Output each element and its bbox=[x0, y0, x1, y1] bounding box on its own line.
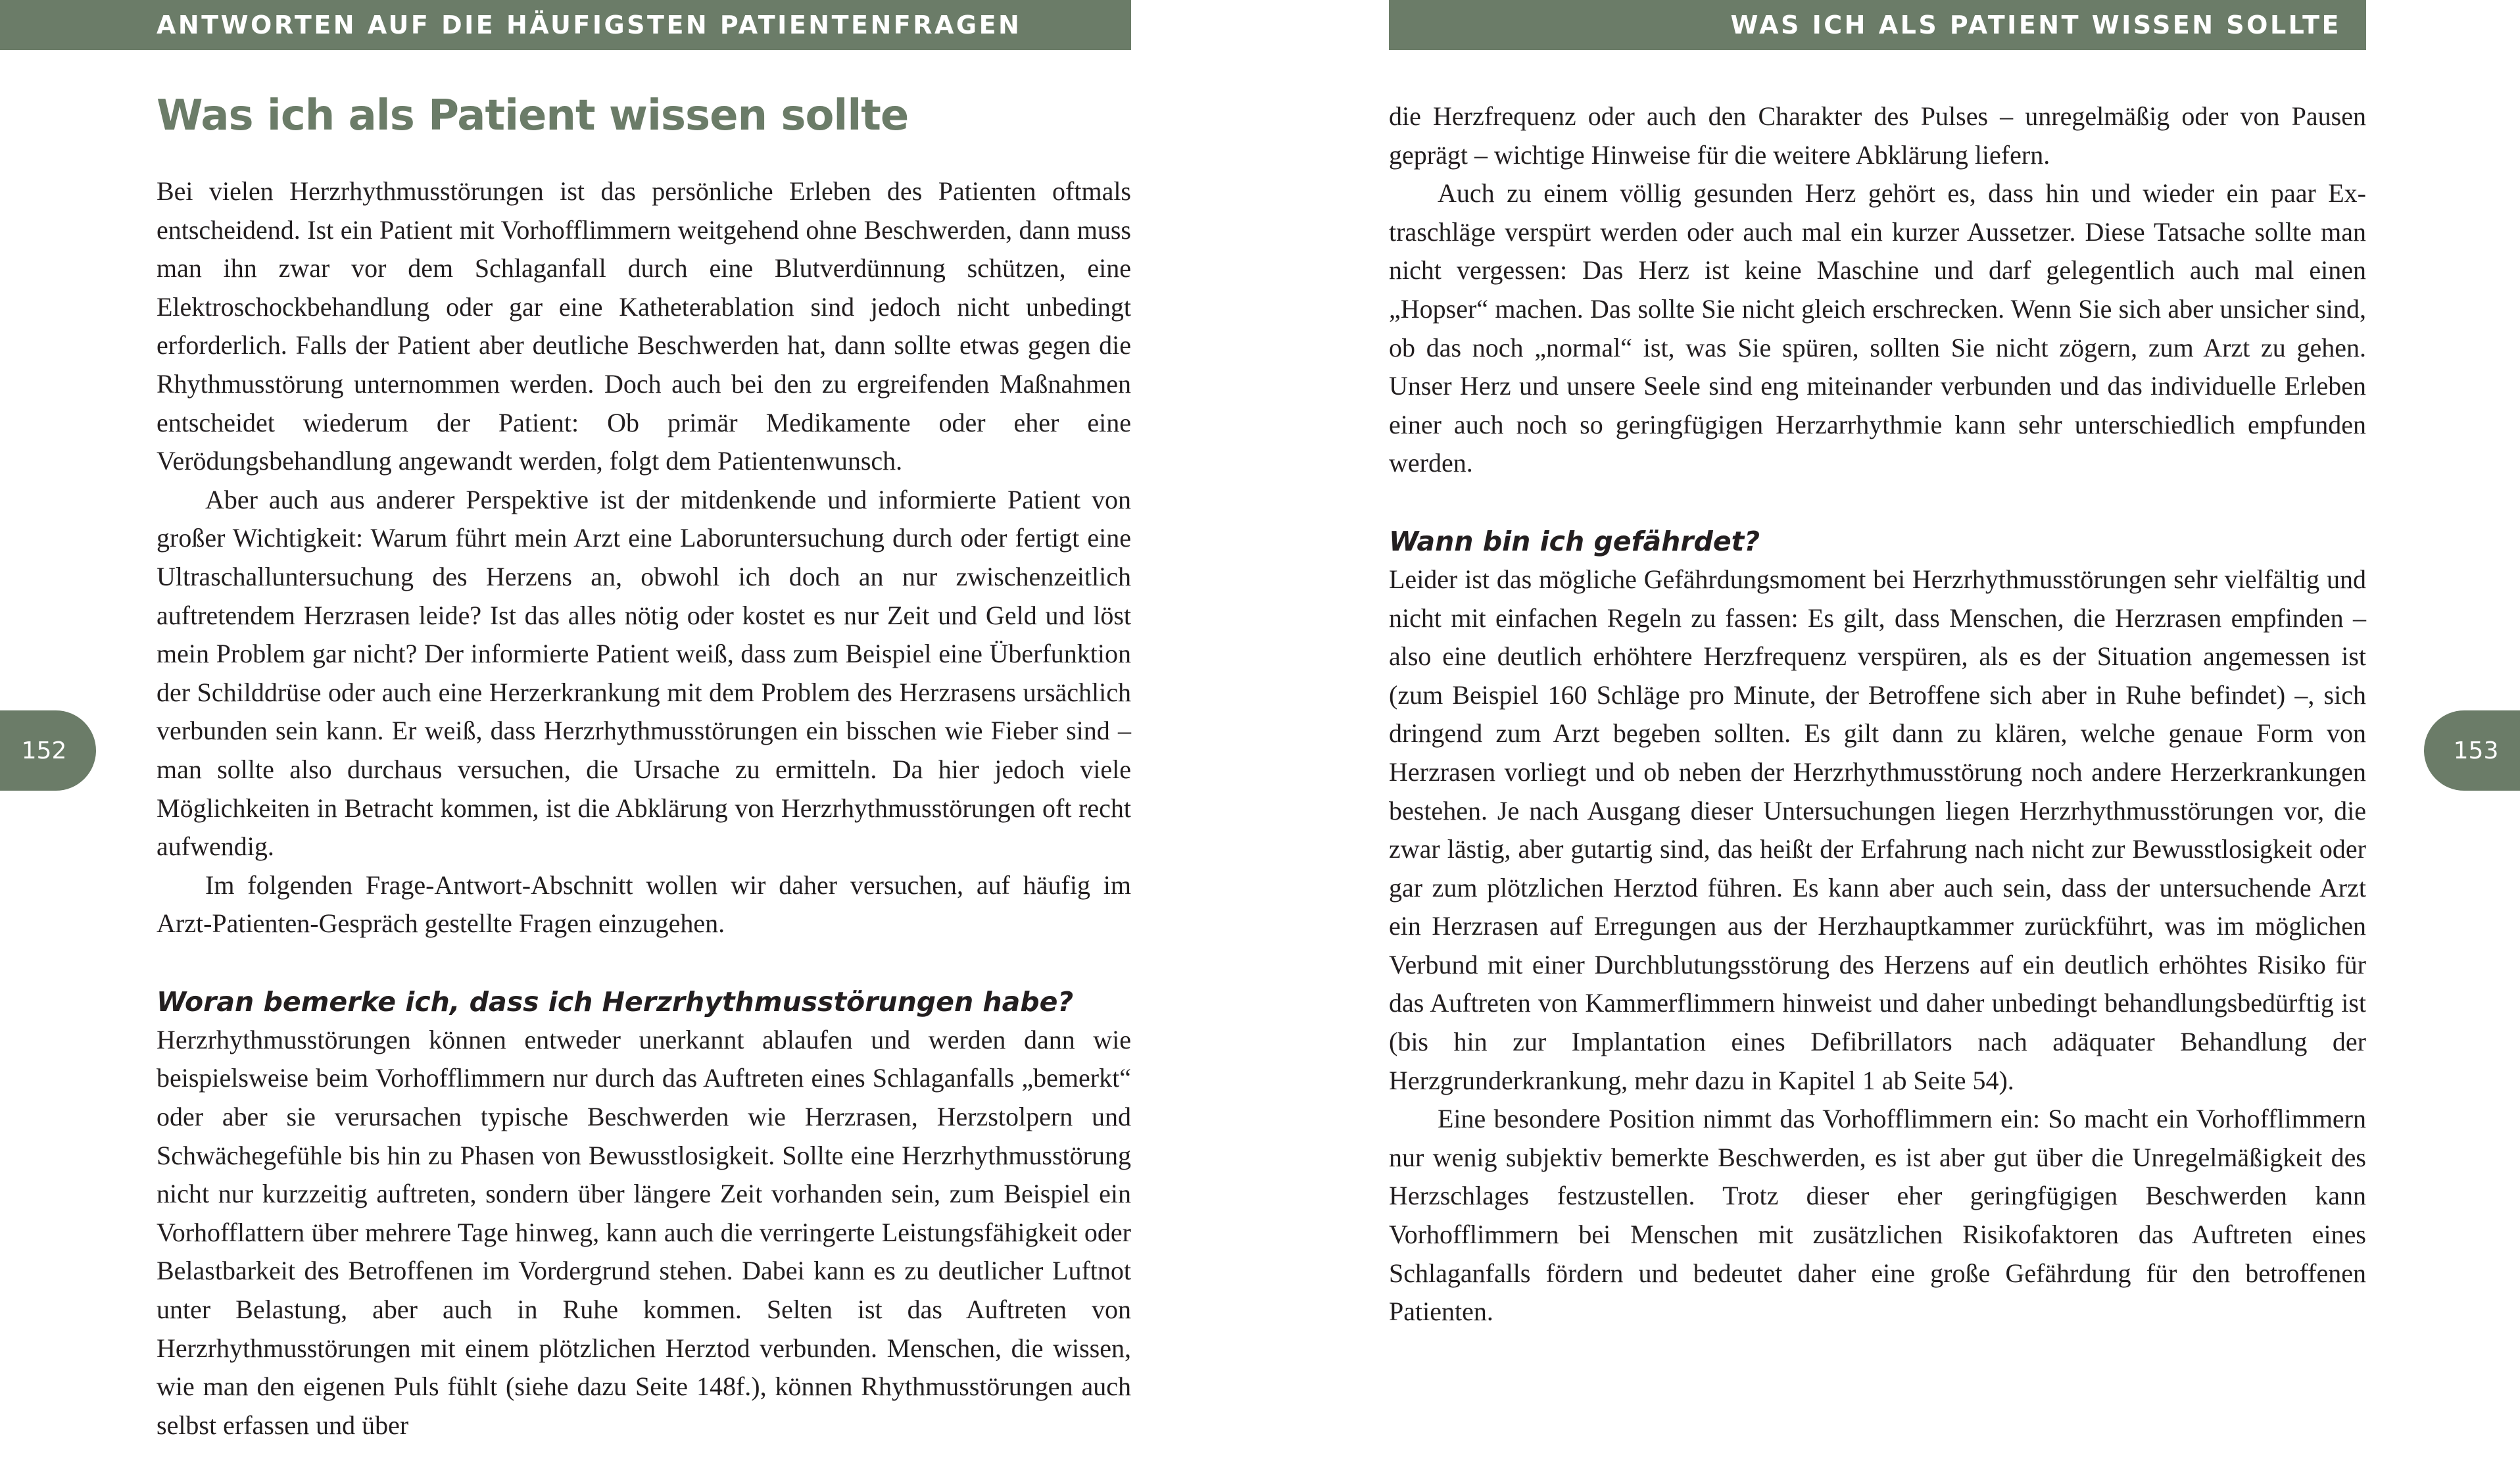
extrasystole-paragraph: Auch zu einem völlig gesunden Herz gehört es, dass hin und wieder ein paar Extraschläge verspürt werden oder auch mal ein kurzer Aussetzer. Diese Tatsache sollte man nicht vergessen: Das Herz ist keine Maschine und darf gelegentlich auch mal einen „Hopser“ machen. Das sollte Sie nicht gleich erschrecken. Wenn Sie sich aber unsicher sind, ob das noch „normal“ ist, was Sie spüren, sollten Sie nicht zögern, zum Arzt zu gehen. Unser Herz und unsere Seele sind eng miteinander verbunden und das individuelle Erleben einer auch noch so geringfügigen Herzarrhythmie kann sehr unterschiedlich empfunden werden. bbox=[1389, 178, 2366, 478]
page-number-right: 153 bbox=[2453, 737, 2499, 764]
running-header-right bbox=[1389, 0, 2366, 50]
question-heading-symptoms: Woran bemerke ich, dass ich Herzrhythmusstörungen habe? bbox=[157, 985, 1074, 1018]
answer-paragraph-symptoms: Herzrhythmusstörungen können entweder unerkannt ablaufen und werden dann wie beispielsweise beim Vorhofflimmern nur durch das Auftreten eines Schlaganfalls „bemerkt“ oder aber sie verursachen typische Beschwerden wie Herzrasen, Herzstolpern und Schwächegefühle bis hin zu Phasen von Bewusstlosigkeit. Sollte eine Herzrhythmusstörung nicht nur kurzzeitig auftreten, sondern über längere Zeit vorhanden sein, zum Beispiel ein Vorhofflattern über mehrere Tage hinweg, kann auch die verringerte Leistungsfähigkeit oder Belastbarkeit des Betroffenen im Vordergrund stehen. Dabei kann es zu deutlicher Luftnot unter Belastung, aber auch in Ruhe kommen. Selten ist das Auftreten von Herzrhythmusstörungen mit einem plötzlichen Herztod verbunden. Menschen, die wissen, wie man den eigenen Puls fühlt (siehe dazu Seite 148f.), können Rhythmusstörungen auch selbst erfassen und über bbox=[157, 1024, 1131, 1440]
intro-paragraph-3: Im folgenden Frage-Antwort-Abschnitt wollen wir daher versuchen, auf häufig im Arzt-Patienten-Gespräch gestellte Fragen einzugehen. bbox=[157, 870, 1131, 939]
running-header-left bbox=[0, 0, 1131, 50]
left-page-column bbox=[157, 83, 1131, 1445]
answer-paragraph-risk-2: Eine besondere Position nimmt das Vorhofflimmern ein: So macht ein Vorhofflimmern nur wenig subjektiv bemerkte Beschwerden, es ist aber gut über die Unregelmäßigkeit des Herzschlages festzustellen. Trotz dieser eher geringfügigen Beschwerden kann Vorhofflimmern bei Menschen mit zusätzlichen Risikofaktoren das Auftreten eines Schlaganfalls fördern und bedeutet daher eine große Gefährdung für den betroffenen Patienten. bbox=[1389, 1104, 2366, 1327]
intro-paragraph-2: Aber auch aus anderer Perspektive ist der mitdenkende und informierte Patient von großer Wichtigkeit: Warum führt mein Arzt eine Laboruntersuchung durch oder fertigt eine Ultraschalluntersuchung des Herzens an, obwohl ich doch an nur zwischenzeitlich auftretendem Herzrasen leide? Ist das alles nötig oder kostet es nur Zeit und Geld und löst mein Problem gar nicht? Der informierte Patient weiß, dass zum Beispiel eine Überfunktion der Schilddrüse oder auch eine Herzerkrankung mit dem Problem des Herzrasens ursächlich verbunden sein kann. Er weiß, dass Herzrhythmusstörungen ein bisschen wie Fieber sind – man sollte also durchaus versuchen, die Ursache zu ermitteln. Da hier jedoch viele Möglichkeiten in Betracht kommen, ist die Abklärung von Herzrhythmusstörungen oft recht aufwendig. bbox=[157, 484, 1131, 862]
running-header-left-title: ANTWORTEN AUF DIE HÄUFIGSTEN PATIENTENFRAGEN bbox=[157, 11, 1022, 39]
page-number-left: 152 bbox=[21, 737, 67, 764]
page-number-tab-right bbox=[2424, 710, 2520, 791]
right-page-column bbox=[1389, 97, 2366, 1331]
intro-paragraph-1: Bei vielen Herzrhythmusstörungen ist das persönliche Erleben des Patienten oftmals entscheidend. Ist ein Patient mit Vorhofflimmern weitgehend ohne Beschwerden, dann muss man ihn zwar vor dem Schlaganfall durch eine Blutverdünnung schützen, eine Elektroschockbehandlung oder gar eine Katheterablation sind jedoch nicht unbedingt erforderlich. Falls der Patient aber deutliche Beschwerden hat, dann sollte etwas gegen die Rhythmusstörung unternommen werden. Doch auch bei den zu ergreifenden Maßnahmen entscheidet wiederum der Patient: Ob primär Medikamente oder eher eine Verödungsbehandlung angewandt werden, folgt dem Patientenwunsch. bbox=[157, 176, 1131, 476]
answer-paragraph-risk-1: Leider ist das mögliche Gefährdungsmoment bei Herzrhythmusstörungen sehr vielfältig und nicht mit einfachen Regeln zu fassen: Es gilt, dass Menschen, die Herzrasen empfinden – also eine deutlich erhöhtere Herzfrequenz verspüren, als es der Situation angemessen ist (zum Beispiel 160 Schläge pro Minute, der Betroffene sich aber in Ruhe befindet) –, sich dringend zum Arzt begeben sollten. Es gilt dann zu klären, welche genaue Form von Herzrasen vorliegt und ob neben der Herzrhythmusstörung noch andere Herzerkrankungen bestehen. Je nach Ausgang dieser Untersuchungen liegen Herzrhythmusstörungen vor, die zwar lästig, aber gutartig sind, das heißt der Erfahrung nach nicht zur Bewusstlosigkeit oder gar zum plötzlichen Herztod führen. Es kann aber auch sein, dass der untersuchende Arzt ein Herzrasen auf Erregungen aus der Herzhauptkammer zurückführt, was im möglichen Verbund mit einer Durchblutungsstörung des Herzens auf ein deutlich erhöhtes Risiko für das Auftreten von Kammerflimmern hinweist und daher unbedingt behandlungsbedürftig ist (bis hin zur Implantation eines Defibrillators nach adäquater Behandlung der Herzgrunderkrankung, mehr dazu in Kapitel 1 ab Seite 54). bbox=[1389, 564, 2366, 1095]
question-heading-risk: Wann bin ich gefährdet? bbox=[1389, 525, 1760, 557]
running-header-right-title: WAS ICH ALS PATIENT WISSEN SOLLTE bbox=[1730, 11, 2341, 39]
section-heading: Was ich als Patient wissen sollte bbox=[157, 91, 909, 140]
page-number-tab-left bbox=[0, 710, 96, 791]
continuation-paragraph: die Herzfrequenz oder auch den Charakter des Pulses – unregelmäßig oder von Pausen geprägt – wichtige Hinweise für die weitere Abklärung liefern. bbox=[1389, 101, 2366, 170]
